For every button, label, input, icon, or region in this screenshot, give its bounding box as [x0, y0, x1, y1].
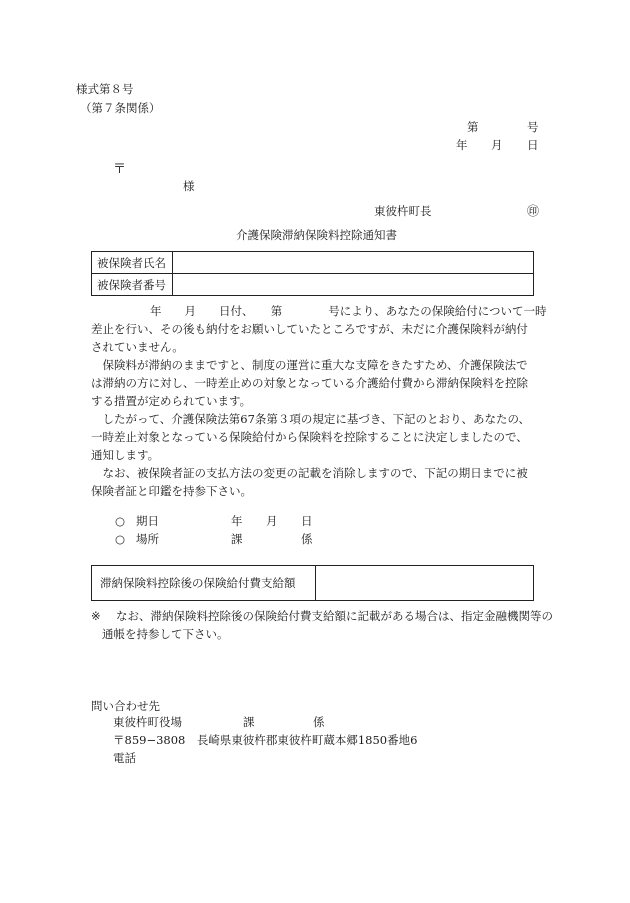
- table-row: [92, 274, 534, 296]
- date-year: 年: [456, 138, 468, 152]
- note-mark: ※: [91, 609, 101, 623]
- date-month: 月: [491, 138, 503, 152]
- form-number: 様式第８号: [76, 82, 134, 96]
- box-divider: [315, 566, 316, 600]
- body-paragraph-4: なお、被保険者証の支払方法の変更の記載を消除しますので、下記の期日までに被保険者証と印鑑を持参下さい。: [91, 466, 528, 498]
- note-text-line-2: 通帳を持参して下さい。: [102, 627, 229, 641]
- item-date-year: 年: [231, 514, 243, 528]
- body-paragraph-1-rest: 差止を行い、その後も納付をお願いしていたところですが、未だに介護保険料が納付されていません。: [91, 322, 528, 354]
- contact-phone-label: 電話: [113, 751, 136, 765]
- sender-name: 東彼杵町長: [374, 204, 432, 218]
- item-bullet: ○: [115, 514, 126, 528]
- note-text-line-1: なお、滞納保険料控除後の保険給付費支給額に記載がある場合は、指定金融機関等の: [116, 609, 553, 623]
- item-place-section: 課: [231, 532, 243, 546]
- article-reference: （第７条関係）: [80, 101, 161, 115]
- doc-number-suffix: 号: [527, 120, 539, 134]
- contact-office: 東彼杵町役場: [113, 715, 182, 729]
- item-date-month: 月: [266, 514, 278, 528]
- seal-mark: ㊞: [527, 204, 540, 218]
- contact-section: 課: [243, 715, 255, 729]
- contact-unit: 係: [313, 715, 325, 729]
- payment-amount-label: 滞納保険料控除後の保険給付費支給額: [100, 576, 296, 590]
- item-date-day: 日: [301, 514, 313, 528]
- body-paragraph-3: したがって、介護保険法第67条第３項の規定に基づき、下記のとおり、あなたの、一時差止対象となっている保険給付から保険料を控除することに決定しましたので、通知します。: [91, 412, 530, 462]
- item-bullet: ○: [115, 532, 126, 546]
- item-label-place: 場所: [136, 532, 159, 546]
- item-label-date: 期日: [136, 514, 159, 528]
- body-paragraph-1-first-line: 年 月 日付、 第 号により、あなたの保険給付について一時: [150, 304, 547, 318]
- insured-info-table: [91, 251, 534, 296]
- date-day: 日: [527, 138, 539, 152]
- insured-name-field[interactable]: [173, 252, 534, 274]
- insured-number-label: 被保険者番号: [92, 274, 173, 296]
- contact-heading: 問い合わせ先: [91, 699, 160, 713]
- addressee-suffix: 様: [183, 179, 195, 193]
- postal-mark: 〒: [113, 162, 127, 177]
- doc-number-prefix: 第: [467, 120, 479, 134]
- contact-address: 〒859−3808 長崎県東彼杵郡東彼杵町蔵本郷1850番地6: [113, 733, 418, 747]
- item-place-unit: 係: [301, 532, 313, 546]
- insured-name-label: 被保険者氏名: [92, 252, 173, 274]
- insured-number-field[interactable]: [173, 274, 534, 296]
- document-title: 介護保険滞納保険料控除通知書: [236, 228, 397, 242]
- body-paragraph-2: 保険料が滞納のままですと、制度の運営に重大な支障をきたすため、介護保険法では滞納の方に対し、一時差止めの対象となっている介護給付費から滞納保険料を控除する措置が定められています。: [91, 358, 528, 408]
- payment-amount-box: [91, 565, 534, 601]
- table-row: [92, 252, 534, 274]
